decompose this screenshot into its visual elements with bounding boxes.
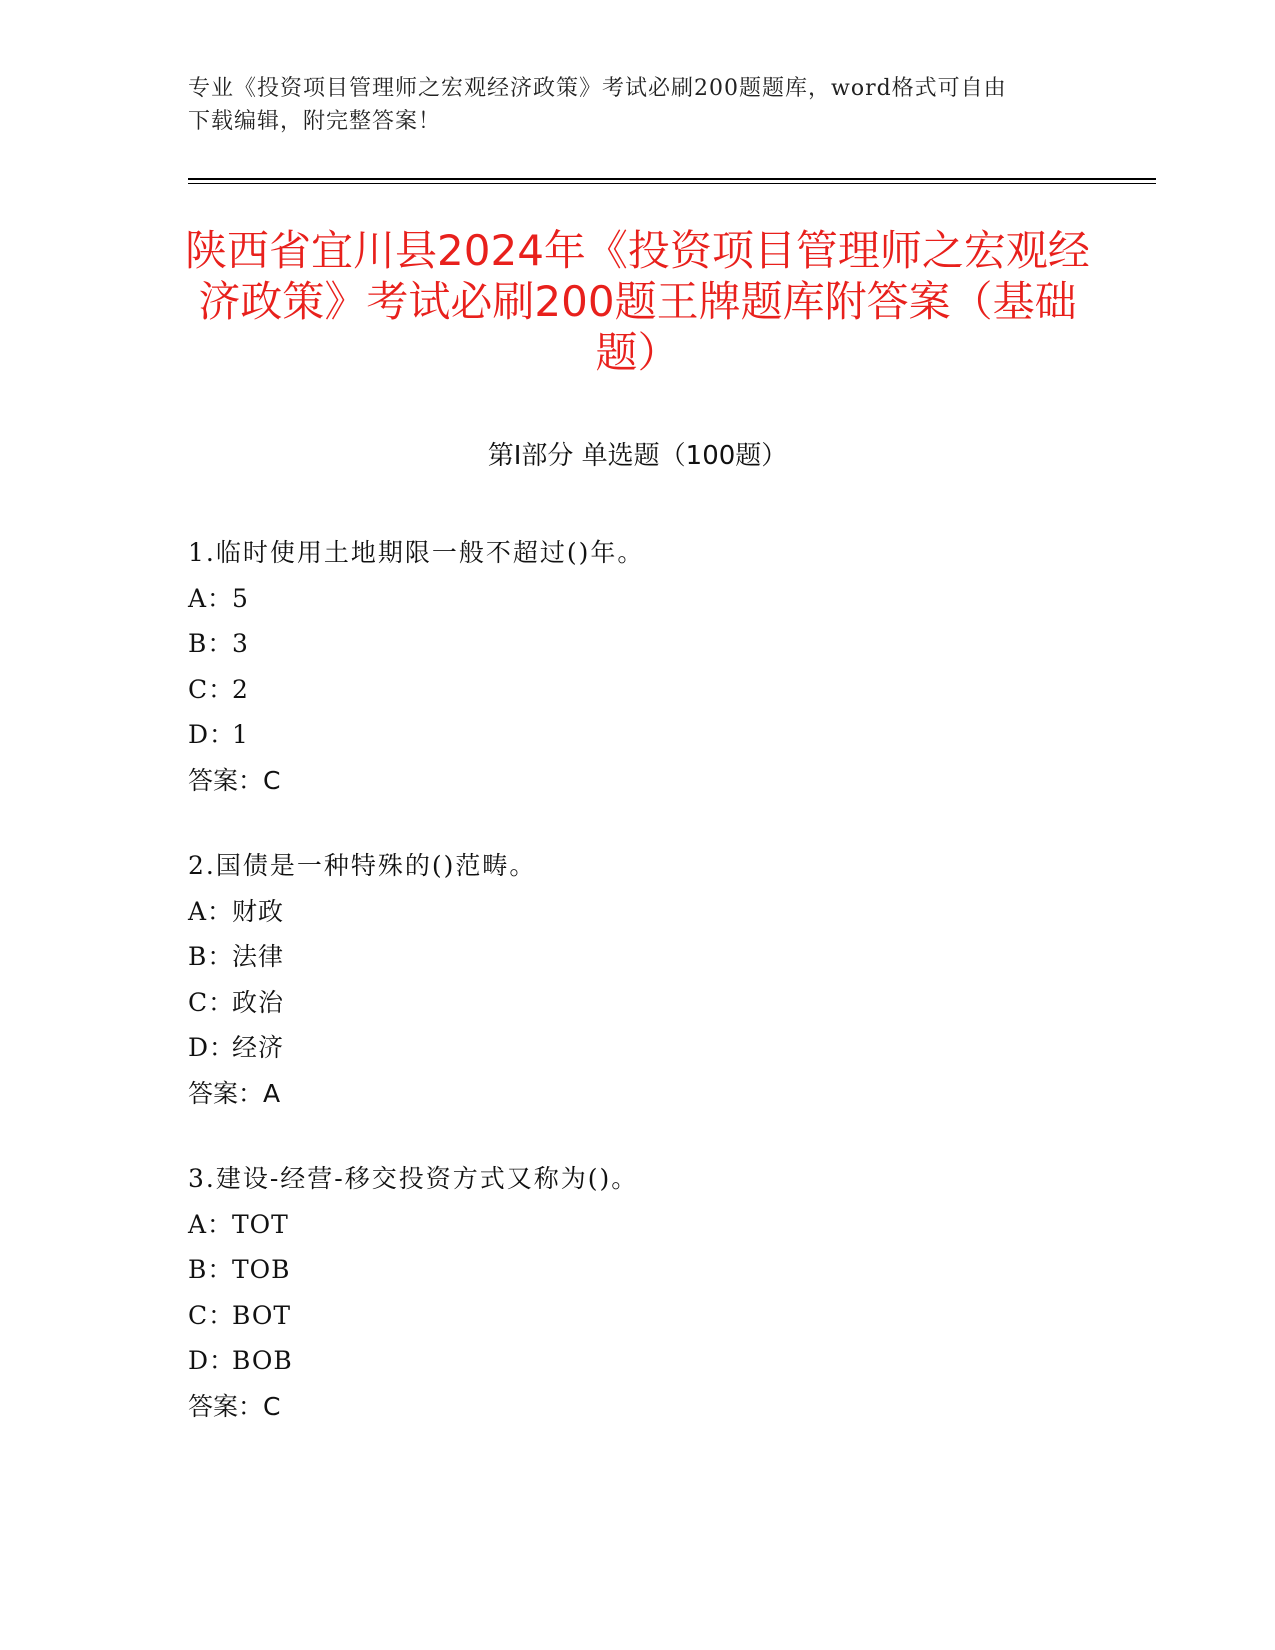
- option-key: B：: [188, 629, 234, 658]
- header-note-line-2: 下载编辑，附完整答案！: [188, 109, 442, 134]
- option-text: 政治: [232, 987, 285, 1017]
- document-title: 陕西省宜川县2024年《投资项目管理师之宏观经济政策》考试必刷200题王牌题库附答案（基础题）: [185, 226, 1090, 377]
- option-key: B：: [188, 942, 234, 971]
- option-text: 法律: [232, 942, 285, 971]
- question-item: [188, 1156, 1088, 1429]
- question-option: [188, 980, 1088, 1026]
- option-text: 经济: [232, 1033, 285, 1062]
- option-key: C：: [188, 987, 235, 1017]
- question-option: [188, 1293, 1088, 1339]
- question-option: [188, 712, 1088, 758]
- question-answer: 答案：A: [188, 1078, 281, 1108]
- option-text: BOT: [232, 1300, 292, 1330]
- question-option: [188, 576, 1088, 622]
- question-item: [188, 843, 1088, 1116]
- option-key: C：: [188, 1300, 235, 1330]
- header-divider-thick: [188, 178, 1156, 180]
- option-key: A：: [188, 896, 234, 926]
- question-option: [188, 934, 1088, 980]
- header-note-line-1: 专业《投资项目管理师之宏观经济政策》考试必刷200题题库，word格式可自由: [188, 76, 1007, 101]
- option-text: TOB: [232, 1255, 291, 1284]
- option-key: D：: [188, 1033, 236, 1062]
- option-text: 1: [232, 720, 249, 749]
- question-option: [188, 1247, 1088, 1293]
- question-list: [188, 530, 1088, 1469]
- option-text: BOB: [232, 1346, 293, 1375]
- option-text: 2: [232, 674, 249, 704]
- question-answer: 答案：C: [188, 765, 281, 795]
- question-stem: 3.建设-经营-移交投资方式又称为()。: [188, 1164, 639, 1193]
- question-stem: 1.临时使用土地期限一般不超过()年。: [188, 538, 645, 567]
- option-key: D：: [188, 1346, 236, 1375]
- question-stem: 2.国债是一种特殊的()范畴。: [188, 851, 537, 880]
- question-option: [188, 1202, 1088, 1248]
- option-text: TOT: [232, 1209, 289, 1239]
- header-divider-thin: [188, 183, 1156, 184]
- question-option: [188, 1025, 1088, 1071]
- option-text: 3: [232, 629, 249, 658]
- question-option: [188, 667, 1088, 713]
- header-note: [188, 72, 1068, 138]
- question-option: [188, 621, 1088, 667]
- option-text: 财政: [232, 896, 285, 926]
- question-answer: 答案：C: [188, 1391, 281, 1421]
- option-key: D：: [188, 720, 236, 749]
- option-key: A：: [188, 583, 234, 613]
- question-option: [188, 1338, 1088, 1384]
- option-key: C：: [188, 674, 235, 704]
- option-text: 5: [232, 583, 249, 613]
- question-option: [188, 889, 1088, 935]
- section-title: 第Ⅰ部分 单选题（100题）: [487, 441, 788, 471]
- option-key: B：: [188, 1255, 234, 1284]
- option-key: A：: [188, 1209, 234, 1239]
- question-item: [188, 530, 1088, 803]
